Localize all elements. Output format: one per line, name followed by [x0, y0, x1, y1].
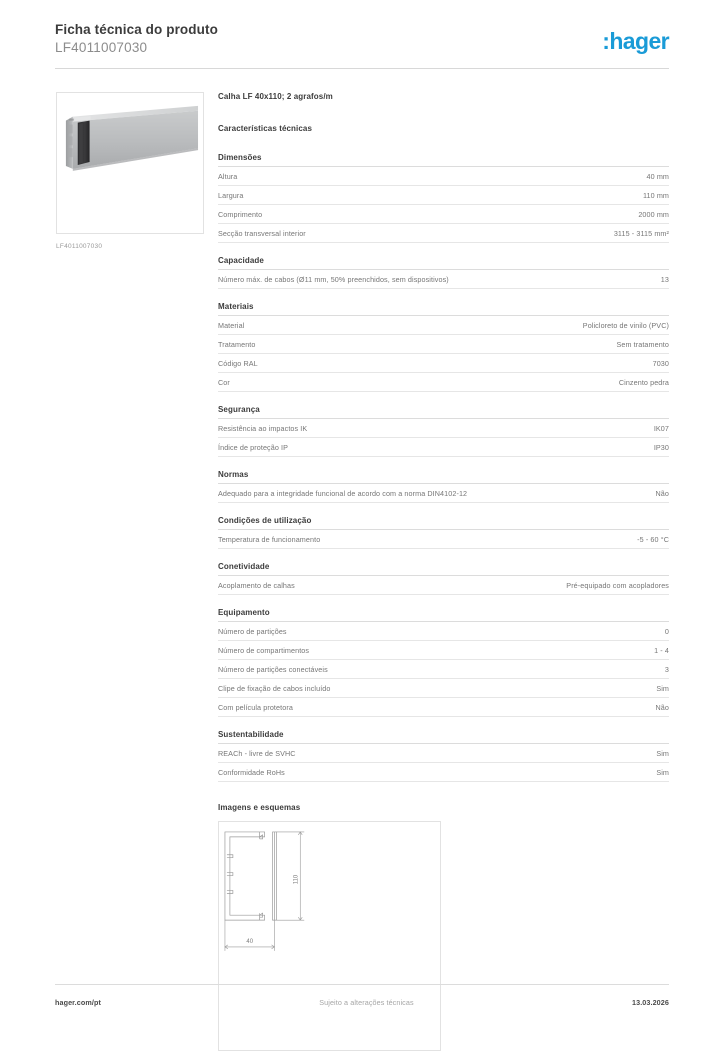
spec-row-value: Não — [655, 489, 669, 498]
spec-group-heading: Capacidade — [218, 256, 669, 270]
product-photo-caption: LF4011007030 — [56, 243, 103, 250]
spec-row-label: Secção transversal interior — [218, 229, 306, 238]
spec-row-value: Pré-equipado com acopladores — [566, 581, 669, 590]
spec-group — [218, 562, 669, 595]
spec-row — [218, 316, 669, 335]
spec-row — [218, 438, 669, 457]
spec-row — [218, 622, 669, 641]
spec-row — [218, 354, 669, 373]
dimension-height-label: 110 — [293, 874, 300, 885]
spec-group — [218, 405, 669, 457]
footer-disclaimer: Sujeito a alterações técnicas — [319, 997, 414, 1007]
spec-group — [218, 470, 669, 503]
hager-logo: :hager — [602, 28, 669, 54]
page-header — [55, 22, 669, 70]
spec-row-value: 40 mm — [646, 172, 669, 181]
spec-row-label: Adequado para a integridade funcional de acordo com a norma DIN4102-12 — [218, 489, 468, 498]
spec-row-label: Acoplamento de calhas — [218, 581, 295, 590]
spec-group — [218, 608, 669, 717]
footer-divider — [55, 984, 669, 985]
spec-row-label: Tratamento — [218, 340, 256, 349]
spec-row — [218, 205, 669, 224]
technical-drawing-image — [219, 822, 440, 1050]
spec-row-label: Comprimento — [218, 210, 263, 219]
spec-row — [218, 660, 669, 679]
spec-row-value: Sem tratamento — [616, 340, 669, 349]
page-title: Ficha técnica do produto — [55, 22, 218, 37]
spec-group-heading: Condições de utilização — [218, 516, 669, 530]
spec-row — [218, 335, 669, 354]
spec-row-value: Sim — [656, 749, 669, 758]
specs-section-title: Características técnicas — [218, 124, 313, 133]
spec-row-value: 110 mm — [642, 191, 669, 200]
spec-row-value: Sim — [656, 684, 669, 693]
spec-row — [218, 224, 669, 243]
spec-row-label: Resistência ao impactos IK — [218, 424, 308, 433]
spec-row-value: Cinzento pedra — [618, 378, 669, 387]
spec-group-heading: Sustentabilidade — [218, 730, 669, 744]
spec-row — [218, 744, 669, 763]
spec-row-value: 0 — [664, 627, 669, 636]
spec-row-value: 1 - 4 — [654, 646, 669, 655]
spec-row-label: Altura — [218, 172, 238, 181]
spec-group — [218, 516, 669, 549]
spec-row-value: Sim — [656, 768, 669, 777]
footer-website[interactable]: hager.com/pt — [55, 997, 101, 1007]
spec-row — [218, 270, 669, 289]
spec-row — [218, 530, 669, 549]
spec-row-value: 3 — [664, 665, 669, 674]
spec-row — [218, 698, 669, 717]
product-name: Calha LF 40x110; 2 agrafos/m — [218, 92, 333, 101]
spec-row-value: IK07 — [653, 424, 669, 433]
spec-row — [218, 641, 669, 660]
spec-row — [218, 373, 669, 392]
spec-row-label: Temperatura de funcionamento — [218, 535, 321, 544]
spec-row — [218, 419, 669, 438]
product-reference: LF4011007030 — [55, 40, 148, 55]
spec-row-label: Número de partições conectáveis — [218, 665, 328, 674]
spec-row-label: Material — [218, 321, 245, 330]
spec-group-heading: Normas — [218, 470, 669, 484]
spec-row-value: 3115 - 3115 mm² — [613, 229, 669, 238]
spec-row-label: Número de partições — [218, 627, 287, 636]
drawings-title: Imagens e esquemas — [218, 803, 301, 812]
spec-row-label: Clipe de fixação de cabos incluído — [218, 684, 331, 693]
spec-row-value: Não — [655, 703, 669, 712]
spec-row — [218, 679, 669, 698]
dimension-width-label: 40 — [246, 938, 254, 945]
product-photo-image — [57, 93, 203, 233]
spec-row-label: REACh - livre de SVHC — [218, 749, 296, 758]
spec-row — [218, 484, 669, 503]
spec-row — [218, 576, 669, 595]
spec-row — [218, 186, 669, 205]
spec-row-label: Número de compartimentos — [218, 646, 310, 655]
spec-row-label: Cor — [218, 378, 230, 387]
spec-row-label: Índice de proteção IP — [218, 443, 289, 452]
spec-group-heading: Equipamento — [218, 608, 669, 622]
spec-row-value: Policloreto de vinilo (PVC) — [582, 321, 669, 330]
product-photo — [56, 92, 204, 234]
spec-row-label: Número máx. de cabos (Ø11 mm, 50% preenchidos, sem dispositivos) — [218, 275, 449, 284]
spec-row — [218, 763, 669, 782]
spec-row-value: -5 - 60 °C — [637, 535, 669, 544]
spec-group — [218, 730, 669, 782]
spec-row-value: IP30 — [653, 443, 669, 452]
spec-group — [218, 302, 669, 392]
spec-row-value: 13 — [660, 275, 669, 284]
spec-group — [218, 256, 669, 289]
specifications-panel — [218, 92, 669, 1051]
spec-row-label: Conformidade RoHs — [218, 768, 285, 777]
spec-row-label: Código RAL — [218, 359, 258, 368]
footer-date: 13.03.2026 — [632, 997, 669, 1007]
header-divider — [55, 68, 669, 69]
spec-group-heading: Materiais — [218, 302, 669, 316]
spec-groups — [218, 153, 669, 782]
page-footer — [55, 995, 669, 1009]
spec-group-heading: Conetividade — [218, 562, 669, 576]
spec-row-value: 2000 mm — [638, 210, 669, 219]
spec-row-label: Largura — [218, 191, 244, 200]
spec-row-value: 7030 — [652, 359, 669, 368]
spec-row — [218, 167, 669, 186]
technical-drawing — [218, 821, 441, 1051]
spec-group-heading: Dimensões — [218, 153, 669, 167]
spec-row-label: Com película protetora — [218, 703, 293, 712]
spec-group-heading: Segurança — [218, 405, 669, 419]
spec-group — [218, 153, 669, 243]
